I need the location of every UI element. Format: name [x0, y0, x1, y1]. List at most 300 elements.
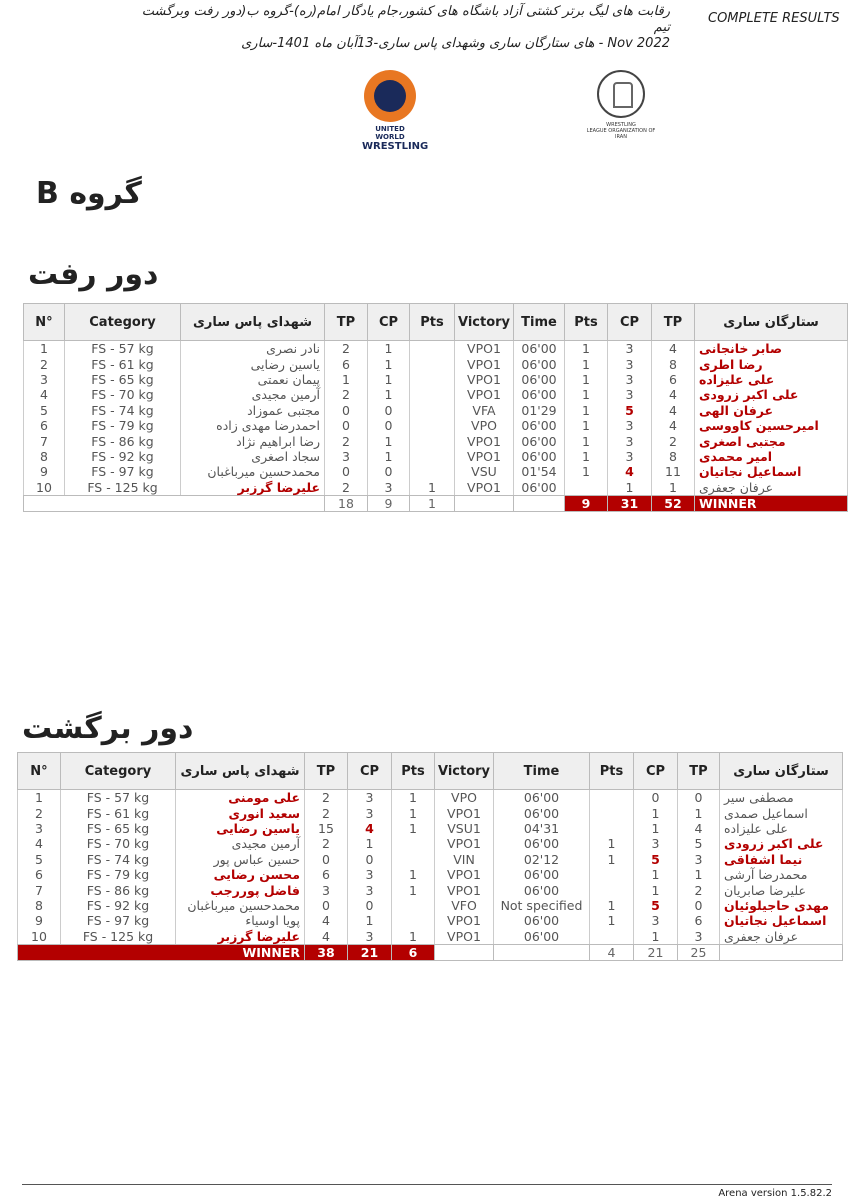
- right-pts: [590, 821, 634, 836]
- victory-type: VPO1: [455, 480, 514, 496]
- left-wrestler-name: پویا اوسیاء: [176, 913, 305, 928]
- row-number: 6: [18, 867, 61, 882]
- first-leg-title: دور رفت: [28, 257, 159, 292]
- weight-category: FS - 61 kg: [65, 356, 181, 371]
- left-cp: 3: [348, 929, 392, 945]
- right-pts-total: 9: [565, 495, 608, 511]
- right-pts: [590, 867, 634, 882]
- weight-category: FS - 125 kg: [61, 929, 176, 945]
- totals-spacer: [720, 944, 843, 960]
- totals-spacer: [494, 944, 590, 960]
- left-pts-total: 1: [410, 495, 455, 511]
- right-tp: 8: [652, 356, 695, 371]
- bout-time: 06'00: [494, 913, 590, 928]
- victory-type: VPO1: [435, 882, 494, 897]
- left-cp-total: 9: [368, 495, 410, 511]
- victory-type: VIN: [435, 852, 494, 867]
- left-tp: 6: [305, 867, 348, 882]
- right-wrestler-name: اسماعیل صمدی: [720, 805, 843, 820]
- bout-time: 06'00: [514, 341, 565, 357]
- victory-type: VFA: [455, 403, 514, 418]
- right-wrestler-name: عرفان الهی: [695, 403, 848, 418]
- left-cp: 3: [348, 882, 392, 897]
- weight-category: FS - 97 kg: [65, 464, 181, 479]
- left-wrestler-name: سعید انوری: [176, 805, 305, 820]
- weight-category: FS - 86 kg: [61, 882, 176, 897]
- weight-category: FS - 97 kg: [61, 913, 176, 928]
- right-cp-total: 31: [608, 495, 652, 511]
- right-cp: 5: [634, 852, 678, 867]
- right-wrestler-name: عرفان جعفری: [695, 480, 848, 496]
- right-wrestler-name: نیما اشفاقی: [720, 852, 843, 867]
- column-header: Pts: [410, 304, 455, 341]
- left-tp-total: 38: [305, 944, 348, 960]
- table-row: [24, 403, 848, 418]
- right-wrestler-name: علی اکبر زرودی: [720, 836, 843, 851]
- row-number: 9: [24, 464, 65, 479]
- right-tp: 3: [678, 852, 720, 867]
- bout-time: Not specified: [494, 898, 590, 913]
- right-cp: 3: [608, 387, 652, 402]
- left-pts: [410, 433, 455, 448]
- victory-type: VPO1: [435, 929, 494, 945]
- totals-row: [18, 944, 843, 960]
- left-wrestler-name: سجاد اصغری: [181, 449, 325, 464]
- right-pts: [590, 882, 634, 897]
- right-pts: 1: [590, 852, 634, 867]
- bout-time: 06'00: [494, 882, 590, 897]
- bout-time: 06'00: [514, 372, 565, 387]
- right-cp: 3: [608, 356, 652, 371]
- bout-time: 06'00: [494, 867, 590, 882]
- left-cp: 4: [348, 821, 392, 836]
- right-pts: 1: [565, 372, 608, 387]
- right-tp: 1: [678, 805, 720, 820]
- left-tp: 4: [305, 929, 348, 945]
- left-wrestler-name: علیرضا گرزبر: [181, 480, 325, 496]
- competition-title: [140, 4, 670, 52]
- right-pts: 1: [565, 387, 608, 402]
- left-tp: 2: [325, 480, 368, 496]
- left-cp: 0: [348, 898, 392, 913]
- right-cp: 3: [608, 418, 652, 433]
- left-wrestler-name: رضا ابراهیم نژاد: [181, 433, 325, 448]
- column-header: TP: [678, 753, 720, 790]
- winner-badge: WINNER: [18, 944, 305, 960]
- right-pts: 1: [565, 433, 608, 448]
- right-tp: 8: [652, 449, 695, 464]
- left-cp: 1: [368, 387, 410, 402]
- right-tp: 4: [652, 403, 695, 418]
- victory-type: VSU1: [435, 821, 494, 836]
- right-pts: [565, 480, 608, 496]
- bout-time: 06'00: [514, 480, 565, 496]
- bout-time: 06'00: [494, 805, 590, 820]
- table-row: [24, 418, 848, 433]
- left-cp: 1: [348, 836, 392, 851]
- first-leg-results-table: [23, 303, 848, 512]
- left-cp: 1: [368, 433, 410, 448]
- left-pts: 1: [392, 882, 435, 897]
- right-pts: 1: [565, 403, 608, 418]
- right-cp: 1: [608, 480, 652, 496]
- column-header: N°: [18, 753, 61, 790]
- totals-row: [24, 495, 848, 511]
- weight-category: FS - 61 kg: [61, 805, 176, 820]
- victory-type: VFO: [435, 898, 494, 913]
- column-header: Category: [65, 304, 181, 341]
- right-pts: 1: [590, 898, 634, 913]
- left-pts: 1: [392, 929, 435, 945]
- left-tp: 1: [325, 372, 368, 387]
- bout-time: 02'12: [494, 852, 590, 867]
- right-wrestler-name: علی علیزاده: [695, 372, 848, 387]
- table-row: [18, 805, 843, 820]
- column-header: TP: [652, 304, 695, 341]
- left-wrestler-name: پیمان نعمتی: [181, 372, 325, 387]
- league-logo-line1: WRESTLING: [606, 122, 636, 128]
- column-header: Victory: [435, 753, 494, 790]
- left-tp: 0: [325, 418, 368, 433]
- left-cp: 1: [348, 913, 392, 928]
- table-row: [24, 449, 848, 464]
- right-cp: 1: [634, 821, 678, 836]
- right-pts: 1: [590, 913, 634, 928]
- table-row: [18, 929, 843, 945]
- left-pts: [410, 449, 455, 464]
- competition-title-line2: Nov 2022 - های ستارگان ساری وشهدای پاس ساری-13آبان ماه 1401-ساری: [241, 36, 670, 51]
- victory-type: VPO: [435, 790, 494, 806]
- left-wrestler-name: حسین عباس پور: [176, 852, 305, 867]
- table-row: [18, 852, 843, 867]
- left-cp: 1: [368, 356, 410, 371]
- left-pts: 1: [392, 805, 435, 820]
- weight-category: FS - 92 kg: [61, 898, 176, 913]
- right-tp: 1: [652, 480, 695, 496]
- left-tp: 2: [305, 805, 348, 820]
- column-header: CP: [368, 304, 410, 341]
- left-pts: [410, 341, 455, 357]
- right-cp: 3: [634, 913, 678, 928]
- row-number: 6: [24, 418, 65, 433]
- right-wrestler-name: علی علیزاده: [720, 821, 843, 836]
- complete-results-label: COMPLETE RESULTS: [708, 11, 840, 26]
- right-wrestler-name: مجتبی اصغری: [695, 433, 848, 448]
- left-tp: 0: [305, 898, 348, 913]
- left-pts: [392, 852, 435, 867]
- row-number: 5: [24, 403, 65, 418]
- column-header: شهدای پاس ساری: [176, 753, 305, 790]
- bout-time: 06'00: [514, 418, 565, 433]
- right-tp: 6: [652, 372, 695, 387]
- left-tp: 2: [325, 433, 368, 448]
- second-leg-results-table: [17, 752, 843, 961]
- table-row: [18, 913, 843, 928]
- left-cp: 0: [368, 418, 410, 433]
- row-number: 8: [24, 449, 65, 464]
- right-pts: [590, 790, 634, 806]
- winner-badge: WINNER: [695, 495, 848, 511]
- column-header: Pts: [565, 304, 608, 341]
- left-wrestler-name: آرمین مجیدی: [176, 836, 305, 851]
- weight-category: FS - 57 kg: [61, 790, 176, 806]
- league-logo-line3: IRAN: [615, 134, 627, 140]
- left-pts: [410, 356, 455, 371]
- victory-type: VPO1: [455, 387, 514, 402]
- right-pts: 1: [590, 836, 634, 851]
- left-cp: 3: [348, 790, 392, 806]
- right-wrestler-name: علیرضا صابریان: [720, 882, 843, 897]
- right-tp: 4: [652, 418, 695, 433]
- victory-type: VPO: [455, 418, 514, 433]
- left-tp: 0: [325, 403, 368, 418]
- column-header: Pts: [590, 753, 634, 790]
- right-tp: 0: [678, 790, 720, 806]
- row-number: 2: [18, 805, 61, 820]
- left-cp: 0: [368, 464, 410, 479]
- left-pts: [392, 898, 435, 913]
- right-cp: 1: [634, 929, 678, 945]
- row-number: 1: [24, 341, 65, 357]
- column-header: TP: [325, 304, 368, 341]
- right-cp-total: 21: [634, 944, 678, 960]
- right-wrestler-name: امیر محمدی: [695, 449, 848, 464]
- right-cp: 3: [634, 836, 678, 851]
- left-tp: 2: [325, 387, 368, 402]
- left-tp: 0: [325, 464, 368, 479]
- left-tp: 3: [325, 449, 368, 464]
- uww-emblem-icon: [364, 70, 416, 122]
- weight-category: FS - 57 kg: [65, 341, 181, 357]
- bout-time: 06'00: [494, 929, 590, 945]
- left-pts: 1: [392, 821, 435, 836]
- table-row: [18, 882, 843, 897]
- left-pts: 1: [392, 867, 435, 882]
- row-number: 4: [18, 836, 61, 851]
- totals-spacer: [24, 495, 325, 511]
- table-row: [18, 790, 843, 806]
- right-tp-total: 25: [678, 944, 720, 960]
- left-cp: 0: [368, 403, 410, 418]
- bout-time: 06'00: [514, 449, 565, 464]
- weight-category: FS - 74 kg: [65, 403, 181, 418]
- right-tp: 6: [678, 913, 720, 928]
- column-header: ستارگان ساری: [720, 753, 843, 790]
- left-wrestler-name: یاسین رضایی: [181, 356, 325, 371]
- victory-type: VPO1: [435, 913, 494, 928]
- right-cp: 3: [608, 372, 652, 387]
- table-row: [24, 372, 848, 387]
- left-wrestler-name: نادر نصری: [181, 341, 325, 357]
- weight-category: FS - 92 kg: [65, 449, 181, 464]
- bout-time: 06'00: [494, 790, 590, 806]
- left-cp: 3: [348, 805, 392, 820]
- column-header: Victory: [455, 304, 514, 341]
- uww-logo-line2: WRESTLING: [362, 141, 429, 152]
- left-pts: [392, 913, 435, 928]
- victory-type: VSU: [455, 464, 514, 479]
- column-header: CP: [634, 753, 678, 790]
- left-wrestler-name: یاسین رضایی: [176, 821, 305, 836]
- right-pts: 1: [565, 356, 608, 371]
- left-pts: [410, 372, 455, 387]
- right-tp: 2: [652, 433, 695, 448]
- right-pts-total: 4: [590, 944, 634, 960]
- right-wrestler-name: اسماعیل نجاتیان: [695, 464, 848, 479]
- bout-time: 06'00: [514, 433, 565, 448]
- right-pts: 1: [565, 341, 608, 357]
- weight-category: FS - 125 kg: [65, 480, 181, 496]
- bout-time: 01'54: [514, 464, 565, 479]
- totals-spacer: [455, 495, 514, 511]
- left-pts-total: 6: [392, 944, 435, 960]
- table-header-row: [18, 753, 843, 790]
- column-header: N°: [24, 304, 65, 341]
- table-row: [18, 898, 843, 913]
- left-tp: 2: [305, 790, 348, 806]
- victory-type: VPO1: [455, 341, 514, 357]
- row-number: 7: [18, 882, 61, 897]
- left-wrestler-name: محسن رضایی: [176, 867, 305, 882]
- column-header: TP: [305, 753, 348, 790]
- league-emblem-icon: [597, 70, 645, 118]
- left-tp: 3: [305, 882, 348, 897]
- right-tp: 5: [678, 836, 720, 851]
- right-wrestler-name: مصطفی سیر: [720, 790, 843, 806]
- uww-logo: [362, 70, 429, 152]
- column-header: CP: [348, 753, 392, 790]
- totals-spacer: [514, 495, 565, 511]
- left-wrestler-name: آرمین مجیدی: [181, 387, 325, 402]
- column-header: Pts: [392, 753, 435, 790]
- row-number: 9: [18, 913, 61, 928]
- column-header: ستارگان ساری: [695, 304, 848, 341]
- left-tp: 2: [325, 341, 368, 357]
- left-cp: 0: [348, 852, 392, 867]
- group-title: گروه B: [36, 176, 142, 211]
- right-wrestler-name: اسماعیل نجاتیان: [720, 913, 843, 928]
- league-logo: [585, 70, 657, 140]
- row-number: 3: [24, 372, 65, 387]
- left-tp-total: 18: [325, 495, 368, 511]
- victory-type: VPO1: [455, 372, 514, 387]
- right-pts: 1: [565, 449, 608, 464]
- left-cp: 1: [368, 372, 410, 387]
- left-wrestler-name: علی مومنی: [176, 790, 305, 806]
- uww-logo-line1: UNITED WORLD: [375, 125, 405, 141]
- victory-type: VPO1: [435, 836, 494, 851]
- right-cp: 1: [634, 805, 678, 820]
- left-wrestler-name: محمدحسین میرباغبان: [176, 898, 305, 913]
- right-pts: [590, 929, 634, 945]
- right-tp: 11: [652, 464, 695, 479]
- left-tp: 2: [305, 836, 348, 851]
- league-logo-line2: LEAGUE ORGANIZATION OF: [586, 128, 656, 134]
- column-header: Time: [494, 753, 590, 790]
- right-cp: 3: [608, 433, 652, 448]
- left-tp: 6: [325, 356, 368, 371]
- right-wrestler-name: علی اکبر زرودی: [695, 387, 848, 402]
- table-header-row: [24, 304, 848, 341]
- table-row: [24, 341, 848, 357]
- right-cp: 1: [634, 867, 678, 882]
- table-row: [24, 464, 848, 479]
- right-pts: [590, 805, 634, 820]
- left-cp: 3: [368, 480, 410, 496]
- row-number: 5: [18, 852, 61, 867]
- table-row: [18, 836, 843, 851]
- row-number: 10: [18, 929, 61, 945]
- weight-category: FS - 70 kg: [65, 387, 181, 402]
- column-header: CP: [608, 304, 652, 341]
- left-wrestler-name: احمدرضا مهدی زاده: [181, 418, 325, 433]
- left-wrestler-name: فاضل پوررجب: [176, 882, 305, 897]
- left-cp: 3: [348, 867, 392, 882]
- left-cp: 1: [368, 449, 410, 464]
- right-cp: 5: [608, 403, 652, 418]
- table-row: [18, 821, 843, 836]
- right-tp: 1: [678, 867, 720, 882]
- row-number: 2: [24, 356, 65, 371]
- victory-type: VPO1: [435, 867, 494, 882]
- right-wrestler-name: محمدرضا آرشی: [720, 867, 843, 882]
- right-pts: 1: [565, 418, 608, 433]
- left-tp: 15: [305, 821, 348, 836]
- right-wrestler-name: عرفان جعفری: [720, 929, 843, 945]
- right-tp: 2: [678, 882, 720, 897]
- column-header: Time: [514, 304, 565, 341]
- weight-category: FS - 65 kg: [61, 821, 176, 836]
- weight-category: FS - 79 kg: [65, 418, 181, 433]
- victory-type: VPO1: [455, 356, 514, 371]
- left-tp: 4: [305, 913, 348, 928]
- right-cp: 3: [608, 449, 652, 464]
- right-tp: 3: [678, 929, 720, 945]
- weight-category: FS - 65 kg: [65, 372, 181, 387]
- column-header: Category: [61, 753, 176, 790]
- right-wrestler-name: مهدی حاجیلوئیان: [720, 898, 843, 913]
- right-cp: 5: [634, 898, 678, 913]
- table-row: [24, 387, 848, 402]
- left-pts: [410, 403, 455, 418]
- weight-category: FS - 86 kg: [65, 433, 181, 448]
- left-pts: 1: [410, 480, 455, 496]
- left-pts: [410, 418, 455, 433]
- right-cp: 0: [634, 790, 678, 806]
- left-pts: 1: [392, 790, 435, 806]
- right-wrestler-name: امیرحسین کاووسی: [695, 418, 848, 433]
- right-tp-total: 52: [652, 495, 695, 511]
- weight-category: FS - 74 kg: [61, 852, 176, 867]
- left-cp-total: 21: [348, 944, 392, 960]
- right-cp: 3: [608, 341, 652, 357]
- right-tp: 4: [652, 341, 695, 357]
- left-pts: [410, 387, 455, 402]
- bout-time: 06'00: [514, 356, 565, 371]
- right-pts: 1: [565, 464, 608, 479]
- left-pts: [410, 464, 455, 479]
- table-row: [24, 433, 848, 448]
- footer-divider: [22, 1184, 832, 1185]
- row-number: 4: [24, 387, 65, 402]
- victory-type: VPO1: [455, 449, 514, 464]
- row-number: 7: [24, 433, 65, 448]
- right-wrestler-name: رضا اطری: [695, 356, 848, 371]
- bout-time: 06'00: [514, 387, 565, 402]
- row-number: 1: [18, 790, 61, 806]
- row-number: 8: [18, 898, 61, 913]
- weight-category: FS - 70 kg: [61, 836, 176, 851]
